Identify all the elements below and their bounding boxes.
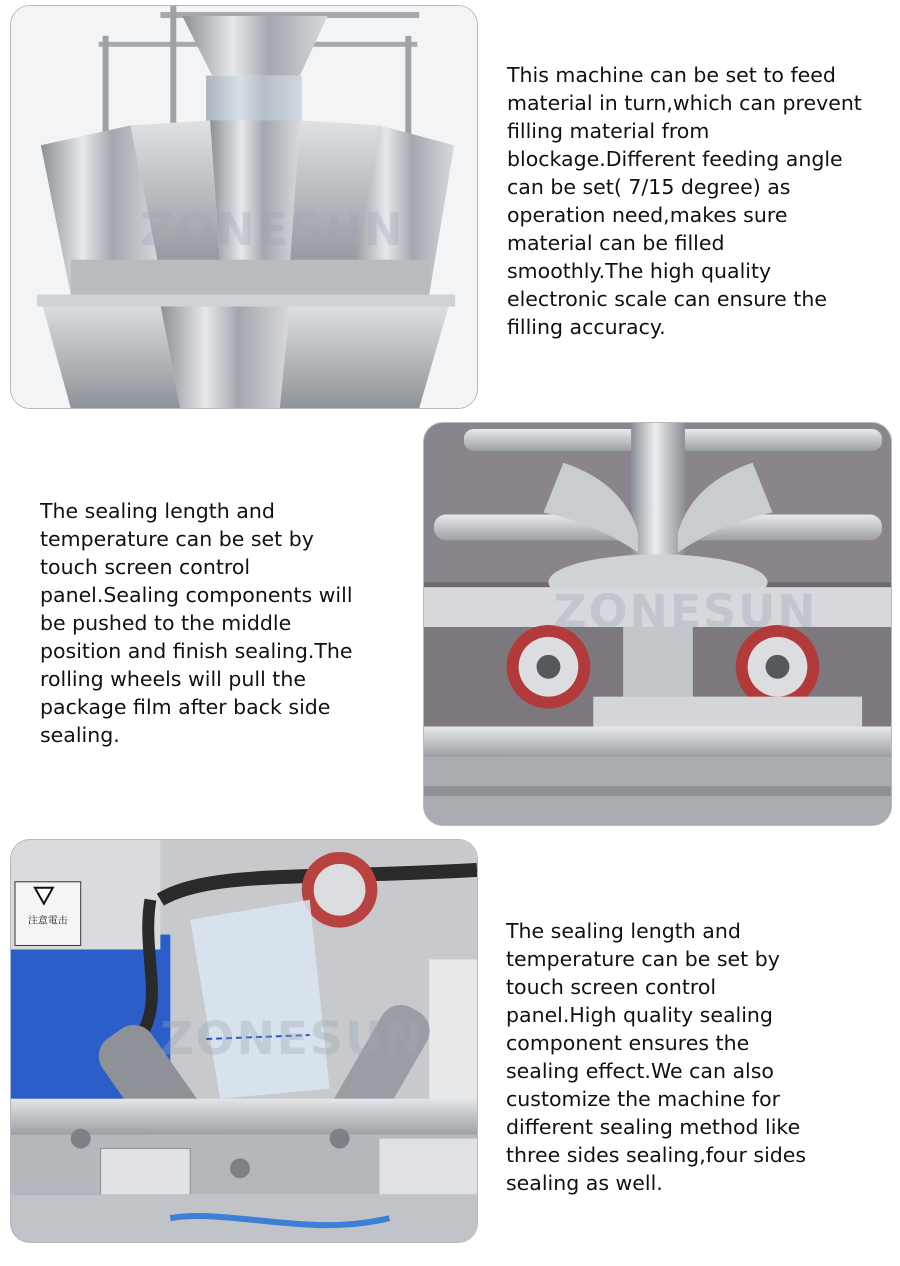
watermark-text: ZONESUN (140, 202, 405, 256)
sealing-components-photo (423, 422, 892, 826)
weigher-description: This machine can be set to feed material in turn,which can prevent filling material from blockage.Different feeding angle can be set( 7/15 degree) as operation need,makes sure material can be filled smoothly.The high quality electronic scale can ensure the filling accuracy. (507, 63, 862, 339)
watermark-text: ZONESUN (553, 584, 818, 638)
multihead-weigher-photo (10, 5, 478, 409)
sealing-jaws-photo (10, 839, 478, 1243)
warning-label: 注意電击 (27, 915, 68, 927)
sealing-wheels-description: The sealing length and temperature can be set by touch screen control panel.Sealing components will be pushed to the middle position and finish sealing.The rolling wheels will pull the package film after back side sealing. (40, 499, 353, 747)
watermark-text: ZONESUN (160, 1011, 425, 1065)
sealing-method-description: The sealing length and temperature can be set by touch screen control panel.High quality sealing component ensures the sealing effect.We can also customize the machine for different sealing method like three sides sealing,four sides sealing as well. (506, 919, 807, 1195)
